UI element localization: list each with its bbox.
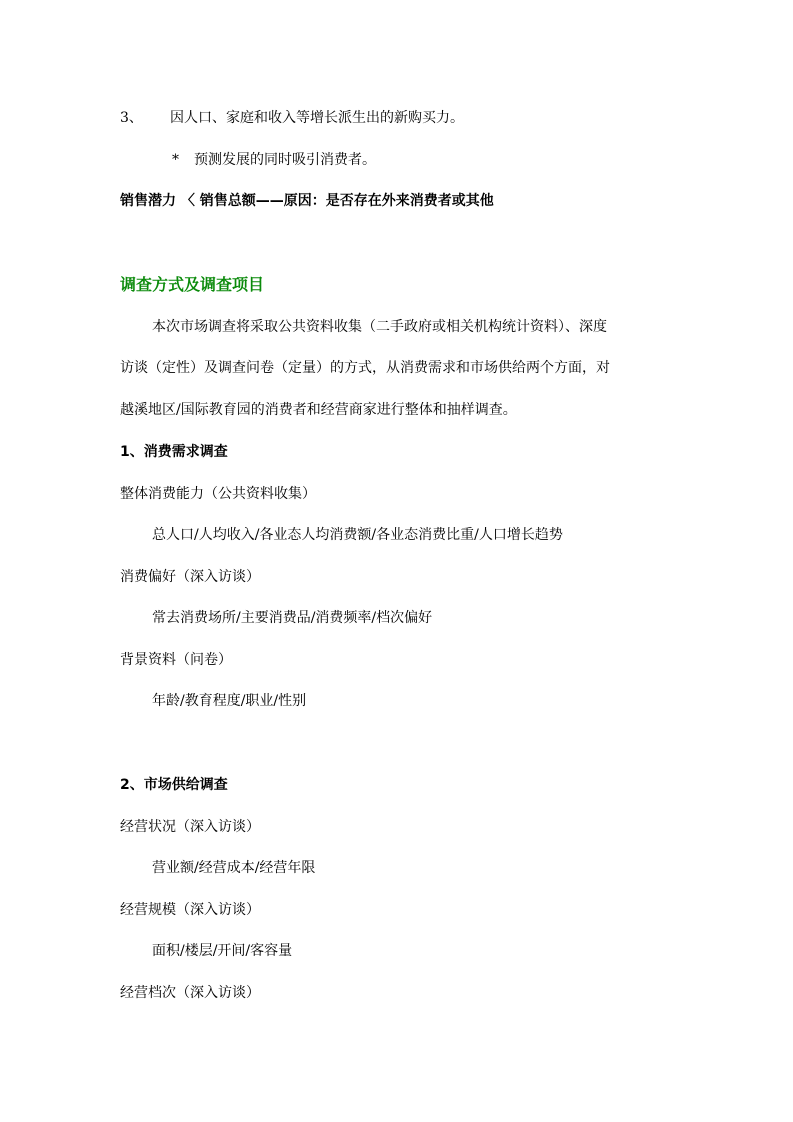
sub1-item-label: 整体消费能力（公共资料收集） — [120, 486, 316, 502]
sub1-item-label: 消费偏好（深入访谈） — [120, 569, 260, 585]
intro-line-3: 越溪地区/国际教育园的消费者和经营商家进行整体和抽样调查。 — [120, 402, 517, 418]
section-title: 调查方式及调查项目 — [120, 275, 265, 294]
note-star: * — [172, 152, 179, 168]
item3-text: 因人口、家庭和收入等增长派生出的新购买力。 — [170, 110, 464, 126]
sub1-item-detail: 常去消费场所/主要消费品/消费频率/档次偏好 — [152, 610, 433, 626]
item3-number: 3、 — [120, 110, 143, 126]
sub2-item-label: 经营档次（深入访谈） — [120, 985, 260, 1001]
sub2-item-label: 经营状况（深入访谈） — [120, 819, 260, 835]
sub2-item-detail: 面积/楼层/开间/客容量 — [152, 943, 293, 959]
intro-line-1: 本次市场调查将采取公共资料收集（二手政府或相关机构统计资料）、深度 — [152, 319, 607, 335]
sales-potential-line: 销售潜力 〈 销售总额——原因：是否存在外来消费者或其他 — [120, 193, 494, 209]
subsection-2-title: 2、市场供给调查 — [120, 777, 228, 793]
intro-line-2: 访谈（定性）及调查问卷（定量）的方式，从消费需求和市场供给两个方面，对 — [120, 360, 610, 376]
sub1-item-label: 背景资料（问卷） — [120, 652, 232, 668]
sub1-item-detail: 总人口/人均收入/各业态人均消费额/各业态消费比重/人口增长趋势 — [152, 527, 563, 543]
note-text: 预测发展的同时吸引消费者。 — [194, 152, 376, 168]
sub2-item-label: 经营规模（深入访谈） — [120, 902, 260, 918]
sub2-item-detail: 营业额/经营成本/经营年限 — [152, 860, 316, 876]
sub1-item-detail: 年龄/教育程度/职业/性别 — [152, 693, 307, 709]
subsection-1-title: 1、消费需求调查 — [120, 444, 228, 460]
